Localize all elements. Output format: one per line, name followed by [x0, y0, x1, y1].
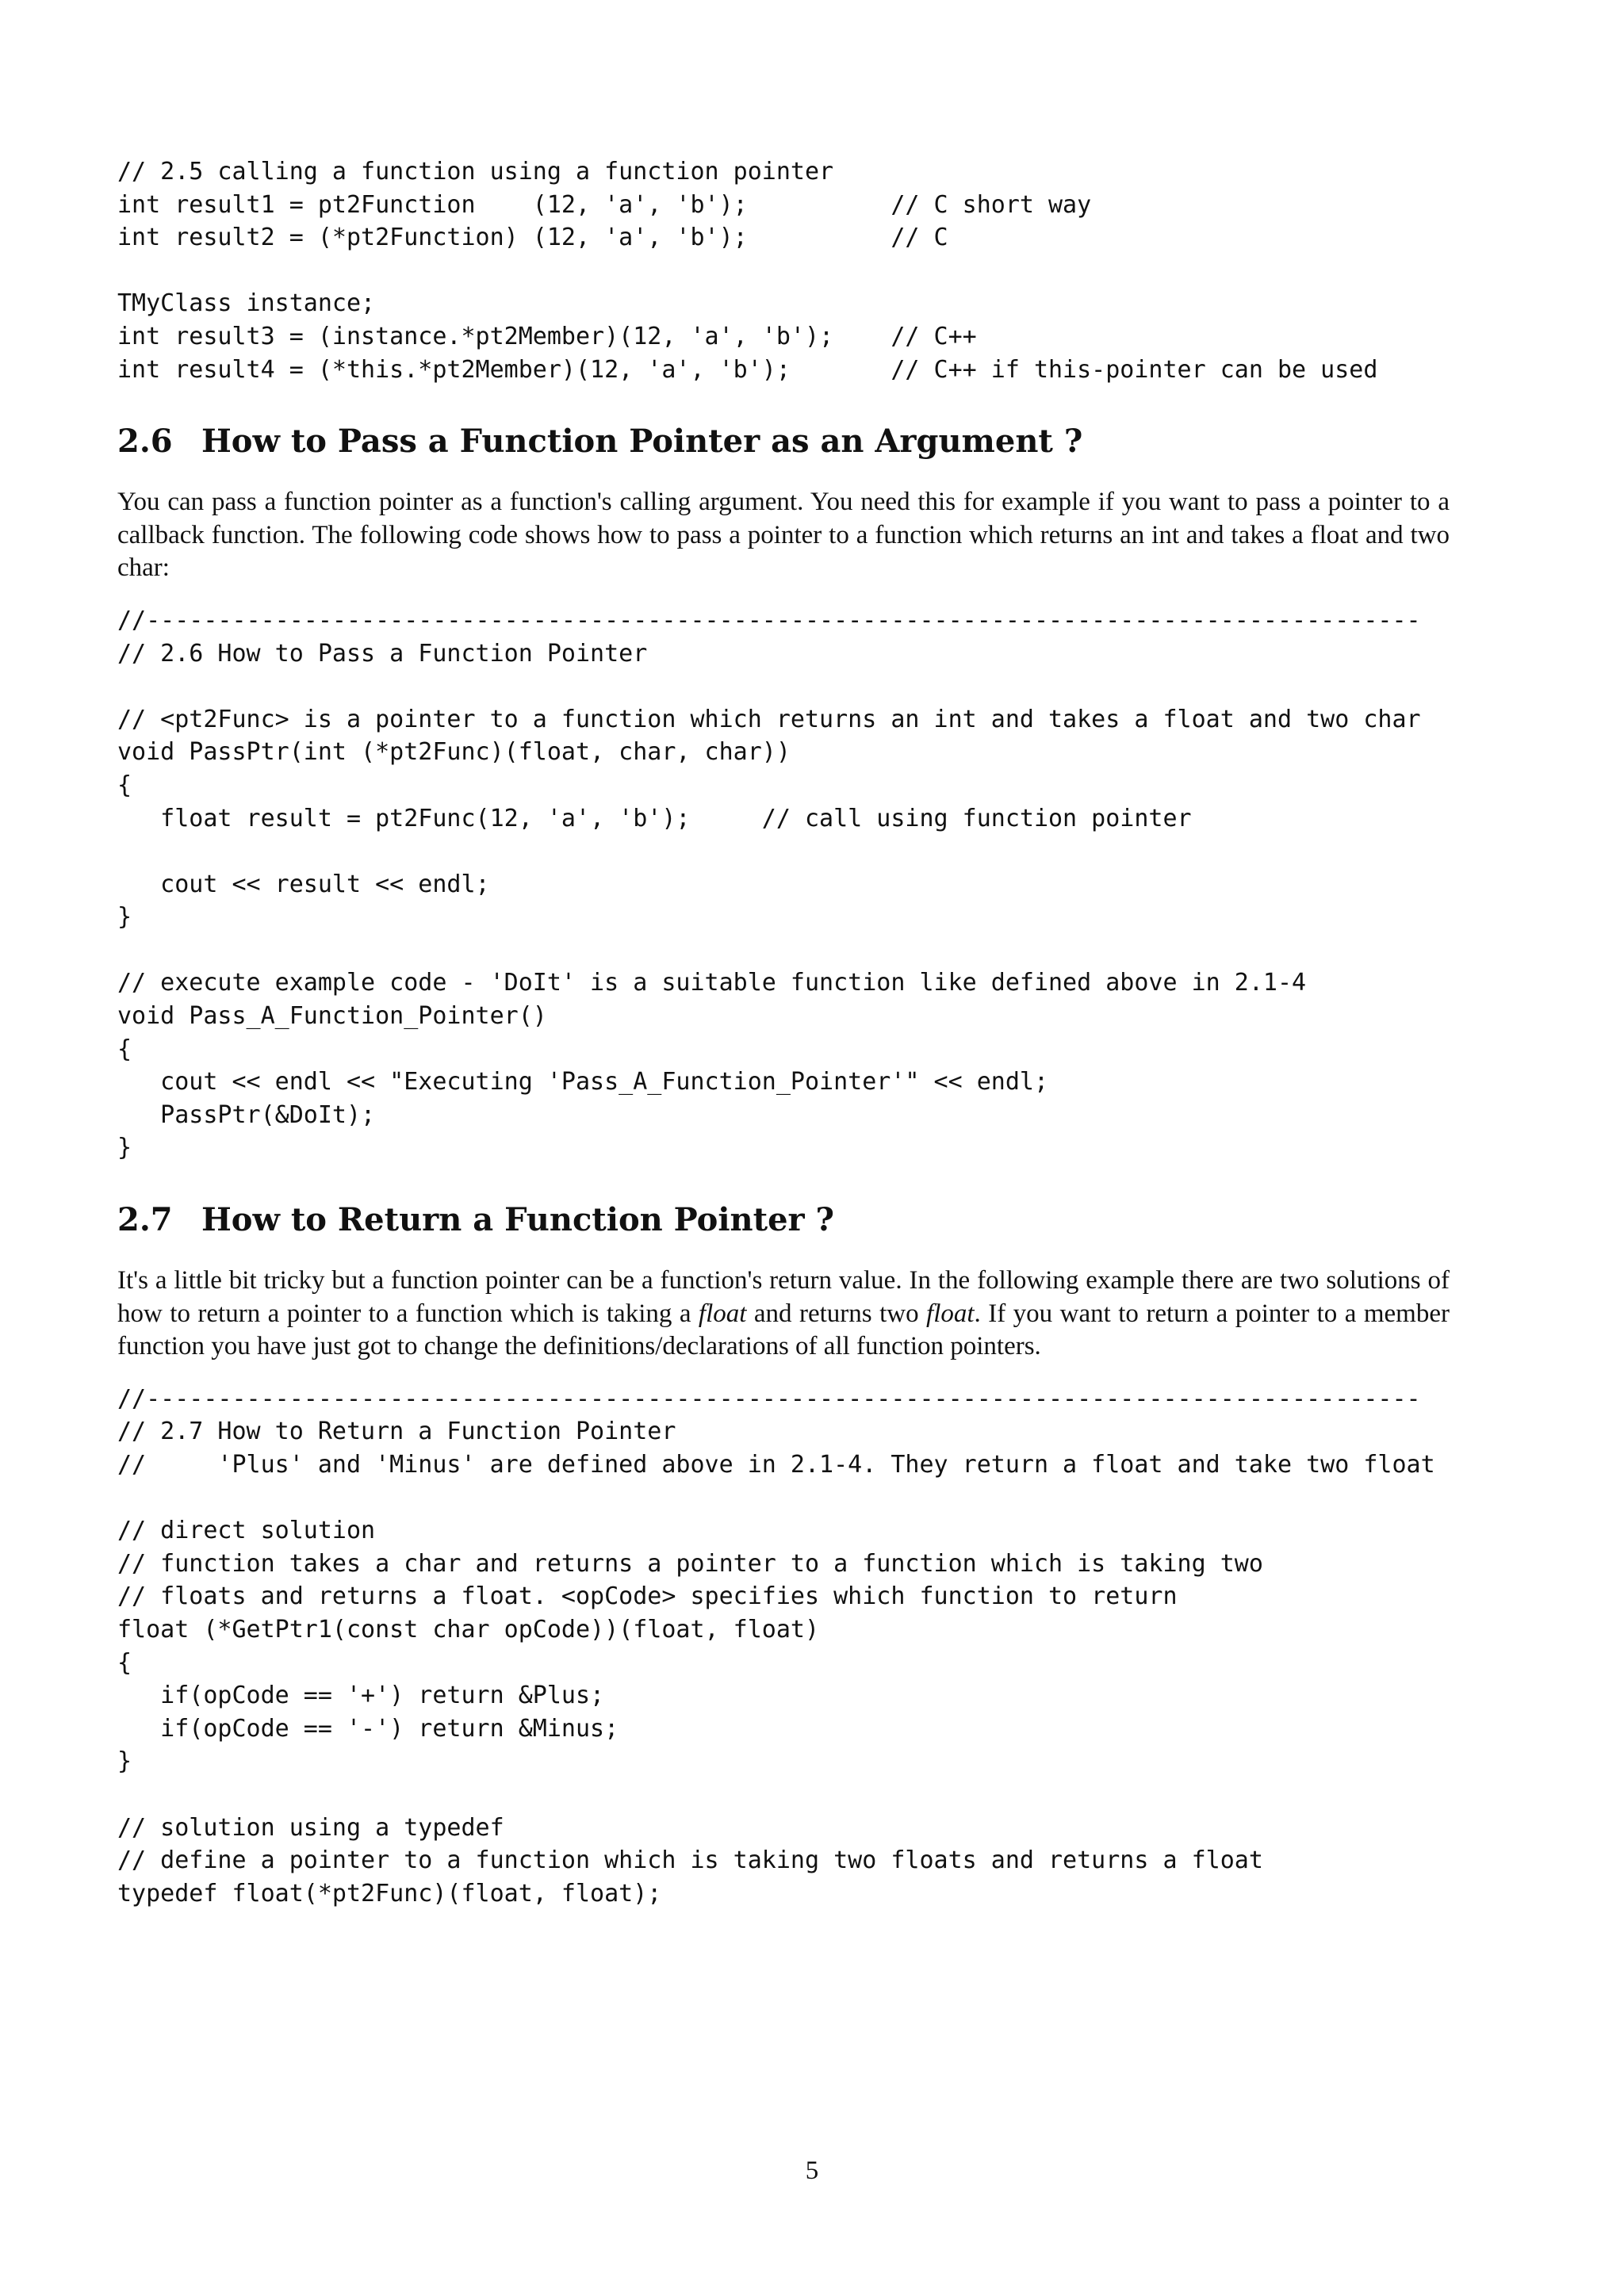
section-2-7-paragraph: [117, 1265, 1450, 1364]
paragraph-emphasis: float: [698, 1299, 747, 1328]
document-page: [117, 155, 1450, 1910]
paragraph-text: and returns two: [746, 1299, 927, 1328]
code-block-return-function-pointer: //----------------------------------------------------------------------------------------- // 2.7 How to Return a Function Pointer // 'Plus' and 'Minus' are defined above in 2.1-4. They return a float and take two float // direct solution // function takes a char and returns a pointer to a function which is taking two // floats and returns a float. <opCode> specifies which function to return float (*GetPtr1(const char opCode))(float, float) { if(opCode == '+') return &Plus; if(opCode == '-') return &Minus; } // solution using a typedef // define a pointer to a function which is taking two floats and returns a float typedef float(*pt2Func)(float, float);: [117, 1384, 1435, 1908]
section-title: How to Return a Function Pointer ?: [201, 1201, 834, 1239]
section-heading-2-6: [117, 421, 1450, 462]
paragraph-text: It's a little bit tricky but a function pointer can be a function's return value. In the following example there are two solutions of how to return a pointer to a function which is taking a: [117, 1266, 1450, 1328]
section-heading-2-7: [117, 1200, 1450, 1241]
code-block-calling-function-pointer: // 2.5 calling a function using a function pointer int result1 = pt2Function (12, 'a', 'b'); // C short way int result2 = (*pt2Function) (12, 'a', 'b'); // C TMyClass instance; int result3 = (instance.*pt2Member)(12, 'a', 'b'); // C++ int result4 = (*this.*pt2Member)(12, 'a', 'b'); // C++ if this-pointer can be used: [117, 158, 1378, 384]
paragraph-emphasis: float: [926, 1299, 975, 1328]
section-number: 2.6: [117, 423, 173, 461]
section-title: How to Pass a Function Pointer as an Argument ?: [201, 423, 1083, 461]
paragraph-text: . If you want to return a pointer to a member function you have just got to change the definitions/declarations of all function pointers.: [117, 1299, 1450, 1361]
section-number: 2.7: [117, 1201, 173, 1239]
code-block-pass-function-pointer: //----------------------------------------------------------------------------------------- // 2.6 How to Pass a Function Pointer // <pt2Func> is a pointer to a function which returns an int and takes a float and two char void PassPtr(int (*pt2Func)(float, char, char)) { float result = pt2Func(12, 'a', 'b'); // call using function pointer cout << result << endl; } // execute example code - 'DoIt' is a suitable function like defined above in 2.1-4 void Pass_A_Function_Pointer() { cout << endl << "Executing 'Pass_A_Function_Pointer'" << endl; PassPtr(&DoIt); }: [117, 606, 1421, 1162]
section-2-6-paragraph: You can pass a function pointer as a function's calling argument. You need this for example if you want to pass a pointer to a callback function. The following code shows how to pass a pointer to a function which returns an int and takes a float and two char:: [117, 488, 1450, 583]
page-number: 5: [805, 2156, 819, 2185]
